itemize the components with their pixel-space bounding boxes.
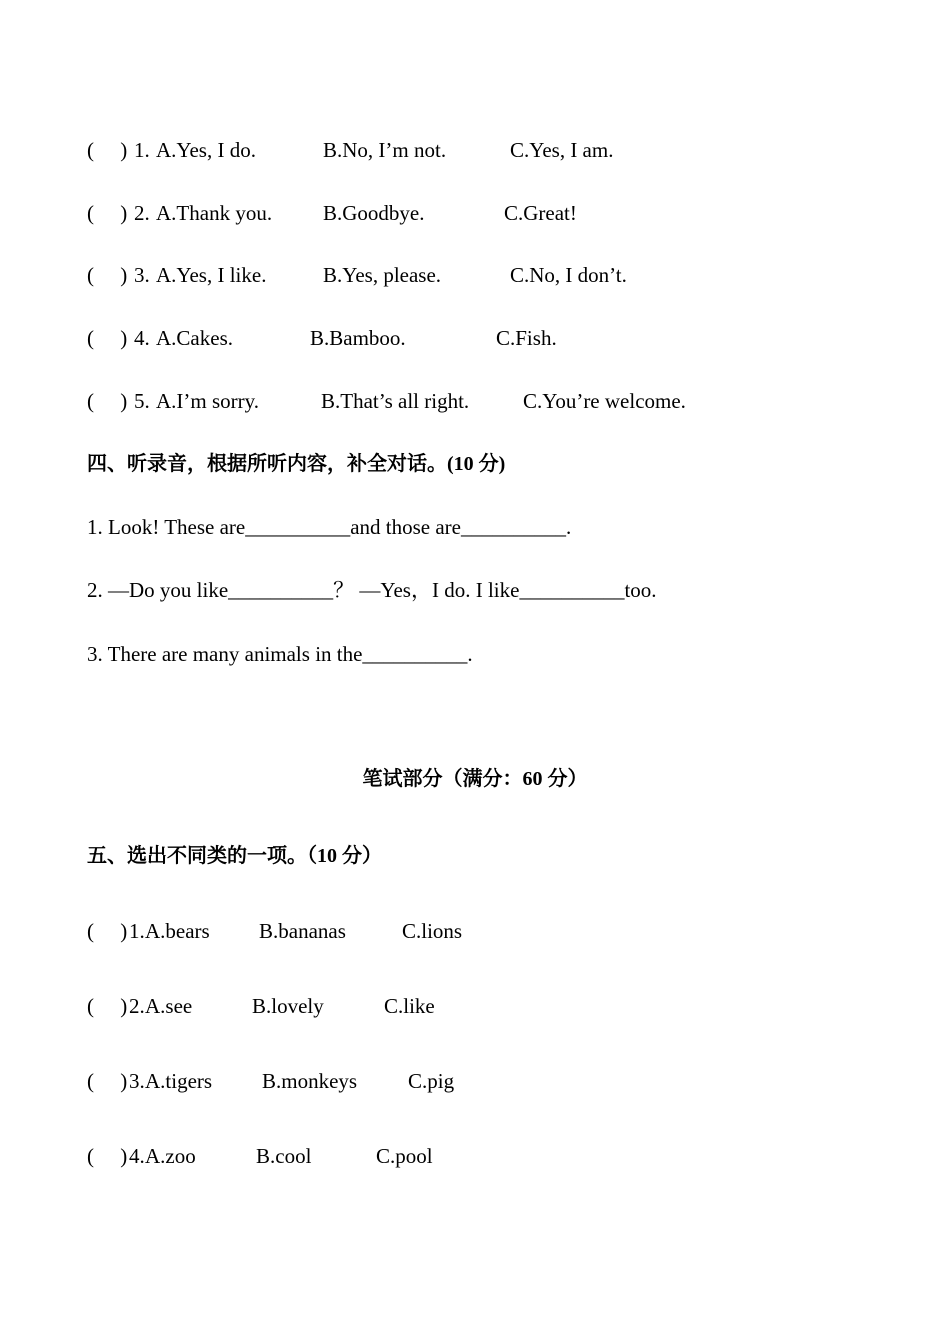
section-4-heading: 四、听录音，根据所听内容，补全对话。(10 分) — [87, 453, 506, 475]
fill-in-line-2[interactable]: 2. —Do you like__________？ —Yes，I do. I like__________too. — [87, 578, 657, 602]
option-b: B.That’s all right. — [321, 389, 470, 413]
answer-bracket[interactable]: ( ) — [87, 994, 128, 1018]
option-a: A.I’m sorry. — [156, 389, 260, 413]
fill-in-line-3[interactable]: 3. There are many animals in the__________. — [87, 642, 473, 666]
option-b: B.No, I’m not. — [323, 138, 447, 162]
question-number: 3. — [134, 263, 150, 287]
written-part-title: 笔试部分（满分：60 分） — [362, 768, 588, 790]
option-c: C.No, I don’t. — [510, 263, 627, 287]
answer-bracket[interactable]: ( ) — [87, 919, 128, 943]
answer-bracket[interactable]: ( ) — [87, 201, 128, 225]
question-number: 5. — [134, 389, 150, 413]
option-b: B.bananas — [259, 919, 346, 943]
option-a: A.Thank you. — [156, 201, 273, 225]
option-a: A.Cakes. — [156, 326, 233, 350]
option-c: C.Great! — [504, 201, 577, 225]
option-c: C.like — [384, 994, 435, 1018]
option-c: C.pool — [376, 1144, 433, 1168]
option-a: A.Yes, I like. — [156, 263, 267, 287]
option-c: C.Fish. — [496, 326, 557, 350]
answer-bracket[interactable]: ( ) — [87, 326, 128, 350]
option-c: C.lions — [402, 919, 463, 943]
question-number: 2. — [129, 994, 145, 1018]
question-number: 2. — [134, 201, 150, 225]
option-a: A.see — [145, 994, 193, 1018]
question-number: 4. — [134, 326, 150, 350]
fill-in-line-1[interactable]: 1. Look! These are__________and those are__________. — [87, 515, 572, 539]
option-b: B.monkeys — [262, 1069, 358, 1093]
section-5-heading: 五、选出不同类的一项。（10 分） — [87, 845, 382, 867]
option-b: B.Yes, please. — [323, 263, 442, 287]
answer-bracket[interactable]: ( ) — [87, 263, 128, 287]
option-c: C.Yes, I am. — [510, 138, 614, 162]
option-c: C.pig — [408, 1069, 455, 1093]
option-a: A.bears — [145, 919, 210, 943]
question-number: 1. — [129, 919, 145, 943]
answer-bracket[interactable]: ( ) — [87, 1144, 128, 1168]
option-a: A.tigers — [145, 1069, 213, 1093]
option-b: B.Bamboo. — [310, 326, 406, 350]
answer-bracket[interactable]: ( ) — [87, 389, 128, 413]
answer-bracket[interactable]: ( ) — [87, 1069, 128, 1093]
option-c: C.You’re welcome. — [523, 389, 686, 413]
option-a: A.zoo — [145, 1144, 196, 1168]
question-number: 1. — [134, 138, 150, 162]
option-b: B.lovely — [252, 994, 324, 1018]
option-b: B.cool — [256, 1144, 312, 1168]
question-number: 4. — [129, 1144, 145, 1168]
answer-bracket[interactable]: ( ) — [87, 138, 128, 162]
option-b: B.Goodbye. — [323, 201, 425, 225]
question-number: 3. — [129, 1069, 145, 1093]
option-a: A.Yes, I do. — [156, 138, 256, 162]
